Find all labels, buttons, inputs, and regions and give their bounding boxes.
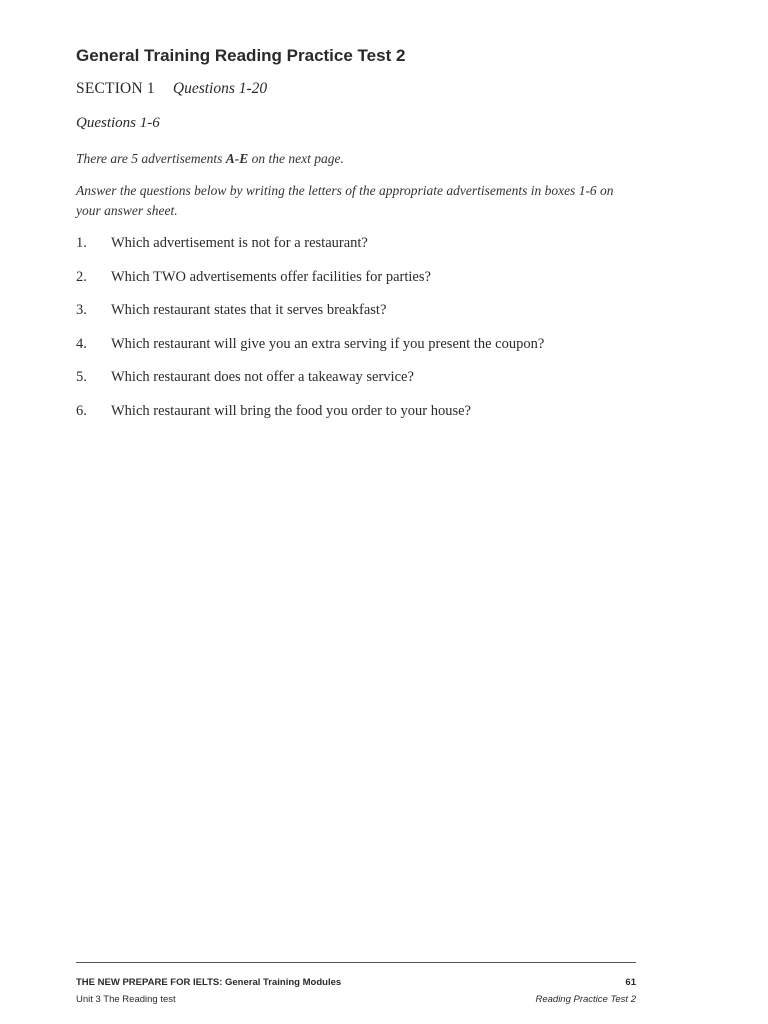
- question-number: 6.: [76, 402, 87, 419]
- section-label: SECTION 1: [76, 80, 155, 97]
- question-number: 2.: [76, 268, 87, 285]
- question-text: Which TWO advertisements offer facilities for parties?: [111, 268, 431, 285]
- instruction-advertisements: [76, 149, 344, 169]
- footer-running-title: Reading Practice Test 2: [535, 994, 636, 1005]
- question-item: [76, 401, 636, 435]
- page-number: 61: [625, 977, 636, 988]
- question-text: Which restaurant will give you an extra serving if you present the coupon?: [111, 335, 545, 352]
- instruction-text-post: on the next page.: [248, 151, 344, 166]
- footer-divider: [76, 962, 636, 963]
- instruction-answer: Answer the questions below by writing the letters of the appropriate advertisements in boxes 1-6 on your answer sheet.: [76, 183, 614, 218]
- section-questions-range: Questions 1-20: [172, 80, 268, 97]
- questions-subheading: Questions 1-6: [76, 115, 160, 131]
- question-item: [76, 334, 636, 368]
- question-text: Which restaurant will bring the food you order to your house?: [111, 402, 471, 419]
- question-list: [76, 233, 636, 434]
- question-item: [76, 233, 636, 267]
- question-text: Which restaurant does not offer a takeaway service?: [111, 369, 414, 385]
- footer-unit: Unit 3 The Reading test: [76, 994, 176, 1005]
- question-item: [76, 300, 636, 334]
- instruction-letters-range: A-E: [225, 151, 249, 166]
- footer-book-title: THE NEW PREPARE FOR IELTS: General Training Modules: [76, 977, 342, 988]
- question-item: [76, 267, 636, 301]
- question-number: 1.: [76, 235, 87, 251]
- question-text: Which advertisement is not for a restaurant?: [111, 235, 368, 251]
- instruction-text-pre: There are 5 advertisements: [76, 151, 226, 166]
- question-item: [76, 367, 636, 401]
- question-text: Which restaurant states that it serves breakfast?: [111, 302, 387, 318]
- question-number: 5.: [76, 369, 87, 385]
- question-number: 3.: [76, 302, 87, 318]
- page-title: General Training Reading Practice Test 2: [76, 46, 406, 65]
- section-heading: [76, 80, 267, 98]
- question-number: 4.: [76, 335, 87, 352]
